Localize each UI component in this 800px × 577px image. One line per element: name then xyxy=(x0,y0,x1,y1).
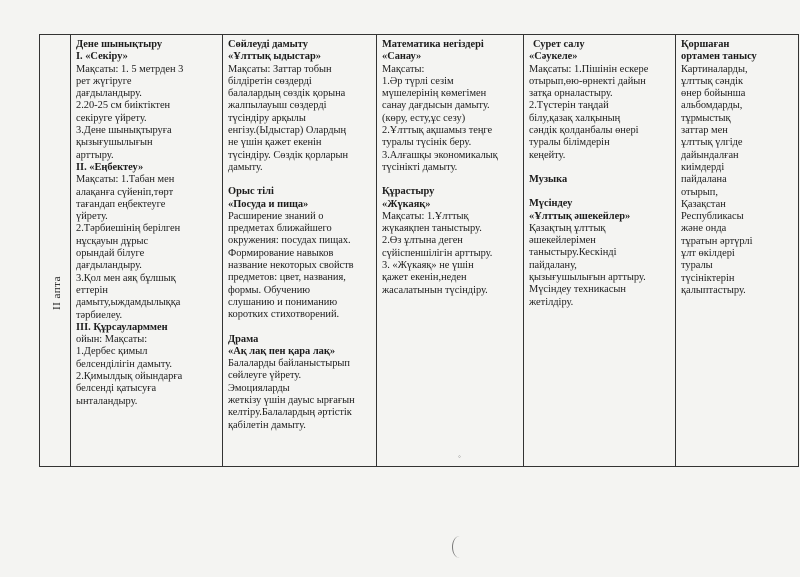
subject-title: Драма xyxy=(228,333,259,345)
subject-title: Сурет салу xyxy=(533,39,585,50)
text-line: мүшелерінің көмегімен xyxy=(382,88,487,100)
text-line: рет жүгіруге xyxy=(76,75,132,87)
drawing-column xyxy=(523,35,675,466)
subject-title: Музыка xyxy=(529,173,568,185)
text-line: Балаларды байланыстырып xyxy=(228,358,350,370)
text-line: пайдалана xyxy=(681,174,727,186)
text-line: әшекейлерімен xyxy=(529,235,596,247)
text-line: 2.Түстерін таңдай xyxy=(529,100,609,112)
text-line: түсіндіру. Сөздік қорларын xyxy=(228,149,349,161)
text-line: предметов: цвет, названия, xyxy=(228,272,346,284)
text-line: белсенділігін дамыту. xyxy=(76,358,173,370)
text-line: коротких стихотворений. xyxy=(228,309,340,321)
text-line: пайдалану, xyxy=(529,259,577,271)
text-line: туралы білімдерін xyxy=(529,137,610,149)
text-line: 1.Әр түрлі сезім xyxy=(382,75,454,87)
text-line: ұлттық үлгіде xyxy=(681,137,743,149)
text-line: ойын: Мақсаты: xyxy=(76,334,148,346)
text-line: Республикасы xyxy=(681,211,744,223)
text-line: енгізу.(Ыдыстар) Олардың xyxy=(228,125,347,137)
section-text xyxy=(529,64,671,162)
section-text xyxy=(228,64,372,175)
text-line: нұсқауын дұрыс xyxy=(76,235,149,247)
text-line: қабілетін дамыту. xyxy=(228,419,306,431)
text-line: дағдыландыру. xyxy=(76,88,142,100)
text-line: 3.Алғашқы экономикалық xyxy=(382,149,498,161)
subject-title: Математика негіздері xyxy=(382,39,484,50)
section-text xyxy=(382,64,519,175)
text-line: название некоторых свойств xyxy=(228,260,354,272)
text-line: окружения: посудах пищах. xyxy=(228,235,351,247)
section-text xyxy=(529,223,671,309)
text-line: альбомдарды, xyxy=(681,100,743,112)
text-line: қалыптастыру. xyxy=(681,284,746,296)
week-label: II апта xyxy=(51,275,63,311)
text-line: слушанию и пониманию xyxy=(228,296,338,308)
section-title: «Сәукеле» xyxy=(529,51,578,63)
text-line: Қазақтың ұлттық xyxy=(529,222,606,234)
section-title: «Посуда и пища» xyxy=(228,198,309,210)
text-line: Мақсаты: 1.Ұлттық xyxy=(382,210,469,222)
text-line: түсініктерін xyxy=(681,272,735,284)
section-title: «Санау» xyxy=(382,51,422,63)
text-line: дамыту,ыждамдылыққа xyxy=(76,297,181,309)
section-text xyxy=(228,358,372,432)
section-title: «Ақ лақ пен қара лақ» xyxy=(228,345,336,357)
text-line: сөйлеуге үйрету. xyxy=(228,370,302,382)
section-text xyxy=(681,64,794,298)
text-line: 2.Тәрбиешінің берілген xyxy=(76,223,181,235)
text-line: тәрбиелеу. xyxy=(76,309,123,321)
text-line: тұратын әртүрлі xyxy=(681,235,753,247)
section-title: «Жүкаяқ» xyxy=(382,198,431,210)
text-line: 2.Ұлттық ақшамыз теңге xyxy=(382,125,493,137)
text-line: дайындалған xyxy=(681,149,739,161)
text-line: 3. «Жүкаяқ» не үшін xyxy=(382,260,474,272)
text-line: отырып, xyxy=(681,186,718,198)
section-title: ІІІ. Құрсауларммен xyxy=(76,321,168,333)
text-line: Расширение знаний о xyxy=(228,210,324,222)
text-line: формы. Обучению xyxy=(228,284,311,296)
text-line: Эмоцияларды xyxy=(228,382,290,394)
text-line: қызығушылығын арттыру. xyxy=(529,272,646,284)
text-line: Мүсіндеу техникасын xyxy=(529,284,626,296)
scan-mark xyxy=(452,536,467,558)
week-column xyxy=(39,35,70,466)
text-line: 3.Қол мен аяқ бұлшық xyxy=(76,272,176,284)
subject-title: Құрастыру xyxy=(382,186,435,198)
text-line: 2.20-25 см биіктіктен xyxy=(76,100,171,112)
subject-title: ортамен танысу xyxy=(681,51,757,63)
text-line: еттерін xyxy=(76,284,108,296)
text-line: Мақсаты: 1. 5 метрден 3 xyxy=(76,63,184,75)
text-line: таныстыру.Кескінді xyxy=(529,247,617,259)
text-line: ұлттық сәндік xyxy=(681,75,744,87)
text-line: кеңейту. xyxy=(529,149,566,161)
text-line: сәндік қолданбалы өнері xyxy=(529,125,639,137)
text-line: Мақсаты: Заттар тобын xyxy=(228,63,332,75)
text-line: қызығушылығын xyxy=(76,137,153,149)
text-line: 3.Дене шынықтыруға xyxy=(76,125,172,137)
subject-title: Орыс тілі xyxy=(228,186,274,198)
section-text xyxy=(382,211,519,297)
subject-title: Дене шынықтыру xyxy=(76,39,163,50)
text-line: секіруге үйрету. xyxy=(76,112,147,124)
subject-title: Қоршаған xyxy=(681,39,730,50)
text-line: білдіретін сөздерді xyxy=(228,75,312,87)
text-line: 1.Дербес қимыл xyxy=(76,346,148,358)
section-text xyxy=(76,174,218,322)
text-line: түсіндіру арқылы xyxy=(228,112,306,124)
physical-education-column xyxy=(70,35,222,466)
text-line: Қазақстан xyxy=(681,198,726,210)
text-line: жетілдіру. xyxy=(529,296,574,308)
text-line: предметах ближайшего xyxy=(228,223,332,235)
subject-title: Мүсіндеу xyxy=(529,198,573,210)
text-line: Картиналарды, xyxy=(681,63,748,75)
text-line: жеткізу үшін дауыс ырғағын xyxy=(228,395,355,407)
section-title: І. «Секіру» xyxy=(76,51,128,63)
subject-title: Сөйлеуді дамыту xyxy=(228,39,308,50)
text-line: санау дағдысын дамыту. xyxy=(382,100,490,112)
text-line: Мақсаты: xyxy=(382,63,425,75)
text-line: тағандап еңбектеуге xyxy=(76,198,166,210)
text-line: білу,қазақ халқының xyxy=(529,112,621,124)
text-line: Мақсаты: 1.Табан мен xyxy=(76,174,175,186)
text-line: Мақсаты: 1.Пішінін ескере xyxy=(529,63,649,75)
text-line: ұлт өкілдері xyxy=(681,248,735,260)
text-line: арттыру. xyxy=(76,149,114,161)
text-line: қажет екенін,неден xyxy=(382,272,467,284)
text-line: киімдерді xyxy=(681,161,725,173)
text-line: Формирование навыков xyxy=(228,247,334,259)
text-line: дағдыландыру. xyxy=(76,260,142,272)
section-title: «Ұлттық әшекейлер» xyxy=(529,210,631,222)
text-line: 2.Өз ұлтына деген xyxy=(382,235,463,247)
text-line: балалардың сөздік қорына xyxy=(228,88,346,100)
environment-column xyxy=(675,35,799,466)
text-line: жалпылауыш сөздерді xyxy=(228,100,327,112)
text-line: затқа орналастыру. xyxy=(529,88,613,100)
text-line: заттар мен xyxy=(681,125,728,137)
text-line: және онда xyxy=(681,223,727,235)
text-line: туралы xyxy=(681,260,713,272)
text-line: ынталандыру. xyxy=(76,395,138,407)
text-line: түсінікті дамыту. xyxy=(382,161,458,173)
text-line: белсенді қатысуға xyxy=(76,383,157,395)
text-line: (көру, есту,ұс сезу) xyxy=(382,112,466,124)
text-line: келтіру.Балалардың әртістік xyxy=(228,407,352,419)
text-line: жүкаяқпен таныстыру. xyxy=(382,223,482,235)
text-line: тұрмыстық xyxy=(681,112,731,124)
text-line: сүйіспеншілігін арттыру. xyxy=(382,247,493,259)
text-line: 2.Қимылдық ойындарға xyxy=(76,371,183,383)
section-title: ІІ. «Еңбектеу» xyxy=(76,161,144,173)
text-line: жасалатынын түсіндіру. xyxy=(382,284,488,296)
scan-mark: ◦ xyxy=(458,452,461,461)
text-line: үйрету. xyxy=(76,211,108,223)
text-line: отырып,өю-өрнекті дайын xyxy=(529,75,646,87)
text-line: дамыту. xyxy=(228,161,263,173)
section-title: «Ұлттық ыдыстар» xyxy=(228,51,321,63)
text-line: орындай білуге xyxy=(76,248,145,260)
section-text xyxy=(76,64,218,162)
text-line: алақанға сүйеніп,төрт xyxy=(76,186,174,198)
text-line: не үшін қажет екенін xyxy=(228,137,322,149)
schedule-table xyxy=(39,34,799,467)
section-text xyxy=(76,334,218,408)
text-line: туралы түсінік беру. xyxy=(382,137,472,149)
speech-development-column xyxy=(222,35,376,466)
text-line: өнер бойынша xyxy=(681,88,746,100)
mathematics-column xyxy=(376,35,523,466)
section-text xyxy=(228,211,372,322)
